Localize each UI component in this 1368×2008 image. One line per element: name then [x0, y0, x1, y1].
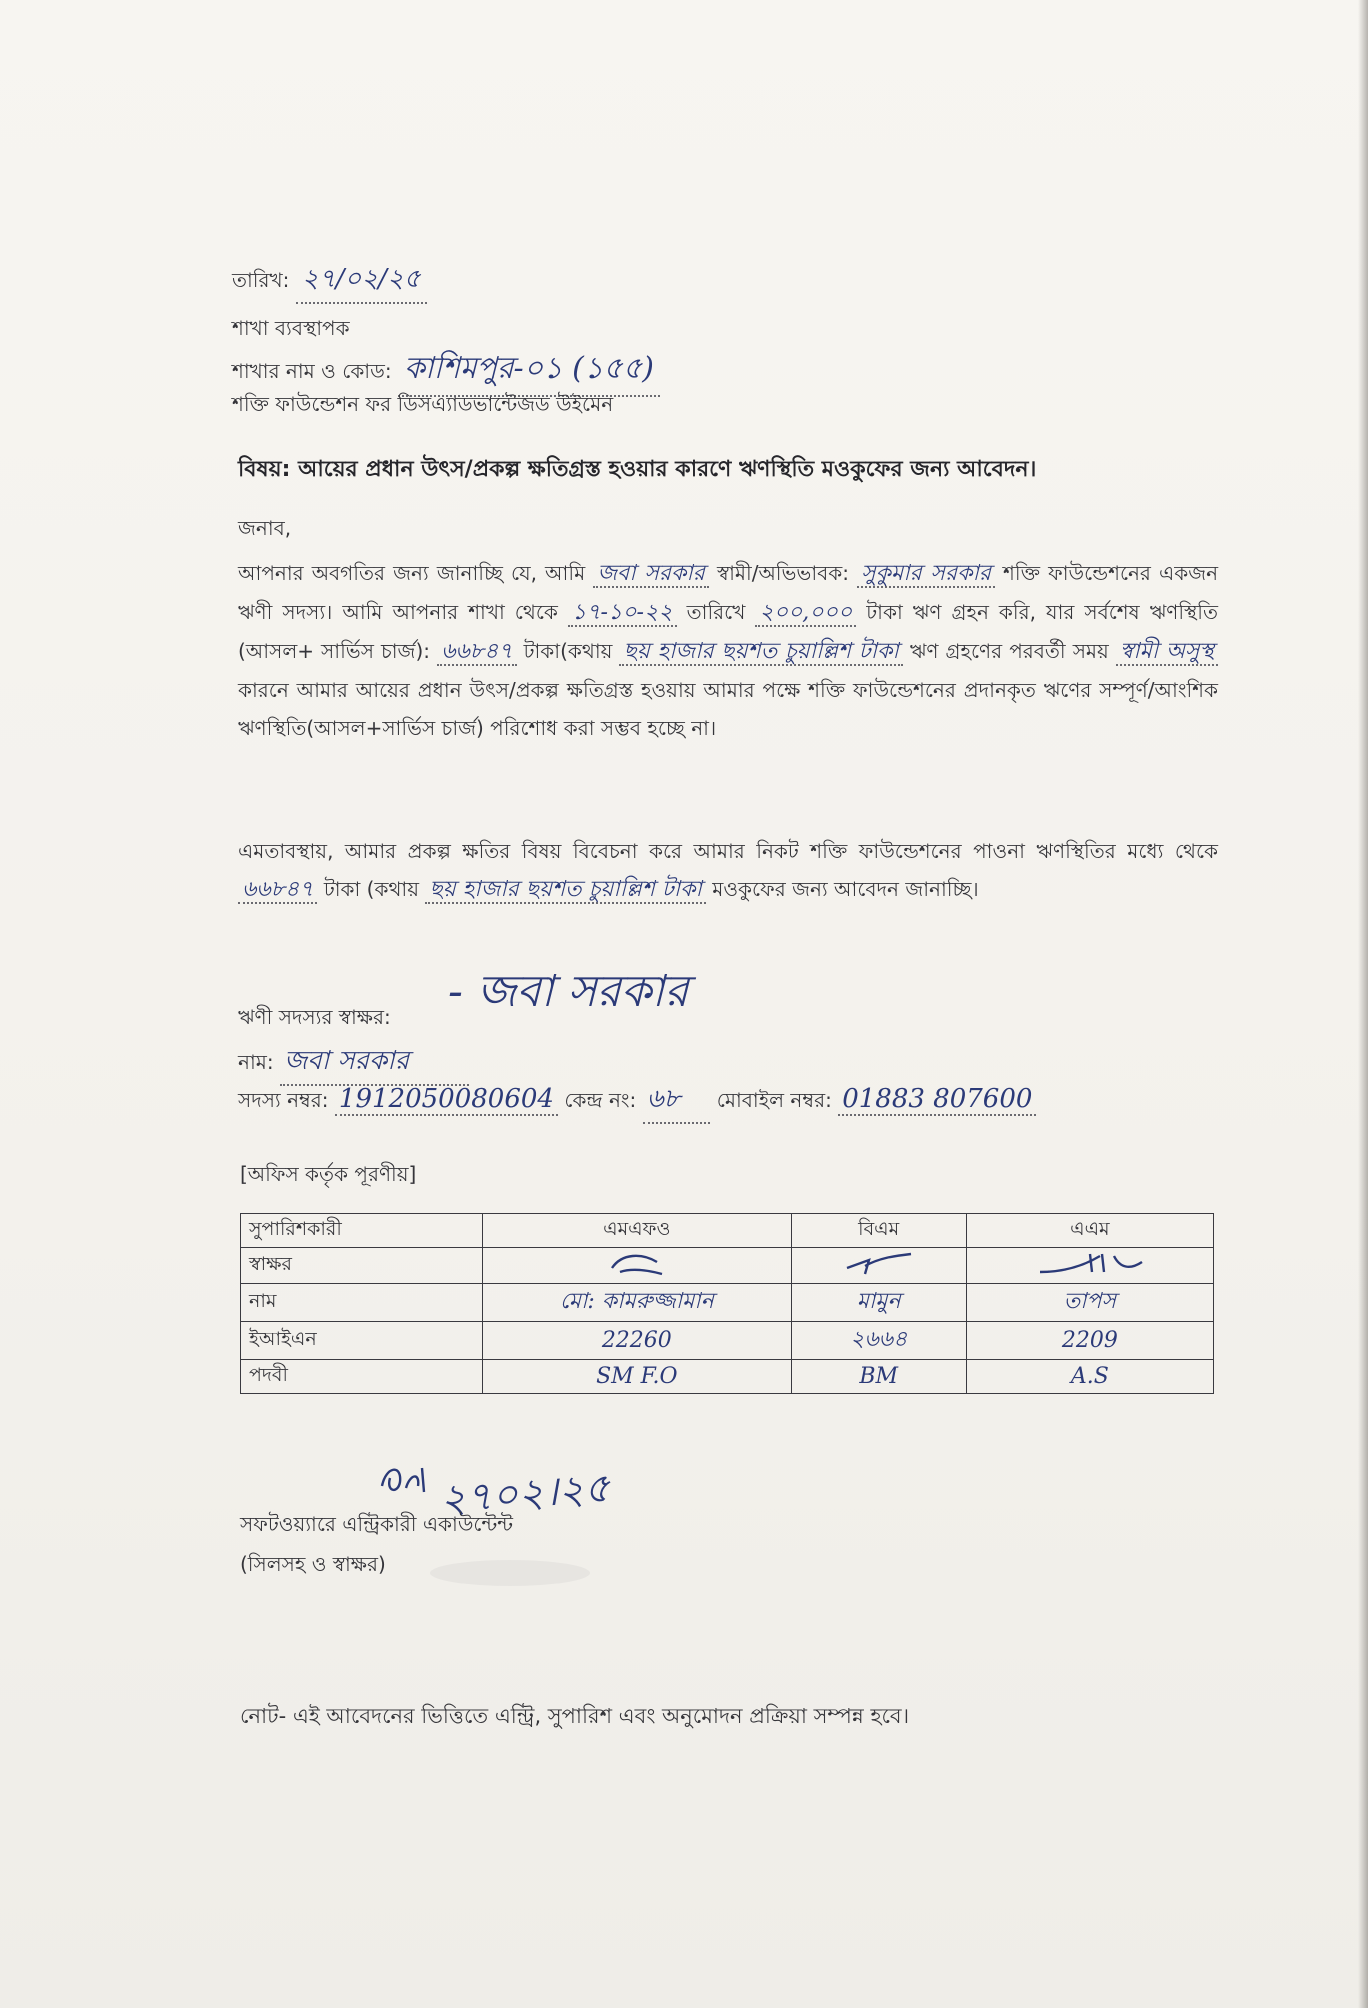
branch-value: কাশিমপুর-০১ (১৫৫): [398, 344, 660, 397]
office-row-name: [241, 1284, 1214, 1322]
p1-text-5: টাকা ঋণ গ্রহন করি, যার সর্বশেষ ঋণস্থিতি (আসল+ সার্ভিস চার্জ):: [238, 600, 1219, 663]
row-label-ein: ইআইএন: [241, 1322, 483, 1360]
office-header-row: [241, 1214, 1214, 1248]
reason-field: স্বামী অসুস্থ: [1116, 639, 1218, 666]
am-signature-scrawl: [1030, 1248, 1150, 1278]
member-info-line: [238, 1078, 1036, 1124]
accountant-date-scrawl: ২৭০২।২৫: [438, 1465, 612, 1523]
mfo-designation: SM F.O: [483, 1360, 792, 1394]
p2-text-3: মওকুফের জন্য আবেদন জানাচ্ছি।: [712, 877, 979, 901]
row-label-signature: স্বাক্ষর: [241, 1248, 483, 1284]
p1-text-6: টাকা(কথায়: [523, 639, 613, 663]
row-label-designation: পদবী: [241, 1360, 483, 1394]
subject-line: বিষয়: আয়ের প্রধান উৎস/প্রকল্প ক্ষতিগ্রস্ত হওয়ার কারণে ঋণস্থিতি মওকুফের জন্য আবেদন।: [238, 457, 1037, 482]
date-line: [232, 258, 427, 304]
p1-text-3: শক্তি ফাউন্ডেশনের একজন ঋণী সদস্য। আমি আপনার শাখা থেকে: [238, 561, 1219, 624]
office-row-signature: [241, 1248, 1214, 1284]
center-value: ৬৮: [643, 1078, 711, 1124]
mobile-value: 01883 807600: [838, 1084, 1036, 1116]
accountant-role: সফটওয়্যারে এন্ট্রিকারী একাউন্টেন্ট: [240, 1512, 513, 1536]
am-ein: 2209: [966, 1322, 1213, 1360]
name-value: জবা সরকার: [280, 1040, 469, 1086]
organization-name: শক্তি ফাউন্ডেশন ফর ডিসএ্যাডভান্টেজড উইমেন: [232, 392, 614, 416]
bm-signature-scrawl: [839, 1248, 919, 1278]
mfo-signature: [483, 1248, 792, 1284]
header-cell-recommender: সুপারিশকারী: [241, 1214, 483, 1248]
p2-text-2: টাকা (কথায়: [323, 877, 420, 901]
mobile-label: মোবাইল নম্বর:: [716, 1088, 832, 1112]
p1-text-2: স্বামী/অভিভাবক:: [716, 561, 849, 585]
header-cell-bm: বিএম: [791, 1214, 966, 1248]
salutation: জনাব,: [238, 516, 292, 540]
accountant-initials-scrawl: [376, 1456, 436, 1500]
bm-ein: ২৬৬৪: [791, 1322, 966, 1360]
body-paragraph-2: [238, 832, 1218, 909]
date-label: তারিখ:: [232, 268, 290, 292]
office-row-ein: [241, 1322, 1214, 1360]
balance-field: ৬৬৮৪৭: [437, 639, 516, 666]
am-name: তাপস: [966, 1284, 1213, 1322]
mfo-ein: 22260: [483, 1322, 792, 1360]
office-table: [240, 1213, 1214, 1394]
loan-date-field: ১৭-১০-২২: [568, 600, 677, 627]
loan-amount-field: ২০০,০০০: [755, 600, 856, 627]
row-label-name: নাম: [241, 1284, 483, 1322]
header-cell-am: এএম: [966, 1214, 1213, 1248]
p1-text-8: কারনে আমার আয়ের প্রধান উৎস/প্রকল্প ক্ষতিগ্রস্ত হওয়ায় আমার পক্ষে শক্তি ফাউন্ডেশনের প্রদানকৃত ঋণের সম্পূর্ণ/আংশিক ঋণস্থিতি(আসল+সার্ভিস চার্জ) পরিশোধ করা সম্ভব হচ্ছে না।: [238, 678, 1218, 740]
balance-words-field: ছয় হাজার ছয়শত চুয়াল্লিশ টাকা: [619, 639, 902, 666]
waive-amount-field: ৬৬৮৪৭: [238, 877, 317, 904]
accountant-note: (সিলসহ ও স্বাক্ষর): [240, 1552, 386, 1576]
p1-text-4: তারিখে: [686, 600, 746, 624]
office-row-designation: [241, 1360, 1214, 1394]
member-signature: - জবা সরকার: [448, 966, 689, 1017]
member-name-field: জবা সরকার: [593, 561, 709, 588]
recipient-title: শাখা ব্যবস্থাপক: [232, 316, 350, 340]
member-no-label: সদস্য নম্বর:: [238, 1088, 329, 1112]
footer-note: নোট- এই আবেদনের ভিত্তিতে এন্ট্রি, সুপারিশ এবং অনুমোদন প্রক্রিয়া সম্পন্ন হবে।: [240, 1704, 910, 1728]
faded-smudge: [430, 1560, 590, 1586]
page-edge-shadow: [1358, 0, 1368, 2008]
p2-text-1: এমতাবস্থায়, আমার প্রকল্প ক্ষতির বিষয় বিবেচনা করে আমার নিকট শক্তি ফাউন্ডেশনের পাওনা ঋণস্থিতির মধ্যে থেকে: [238, 839, 1218, 863]
waive-words-field: ছয় হাজার ছয়শত চুয়াল্লিশ টাকা: [425, 877, 706, 904]
bm-designation: BM: [791, 1360, 966, 1394]
bm-signature: [791, 1248, 966, 1284]
center-label: কেন্দ্র নং:: [564, 1088, 637, 1112]
bm-name: মামুন: [791, 1284, 966, 1322]
guardian-name-field: সুকুমার সরকার: [857, 561, 995, 588]
accountant-initials: [376, 1456, 436, 1504]
branch-label: শাখার নাম ও কোড:: [232, 359, 392, 383]
mfo-name: মো: কামরুজ্জামান: [483, 1284, 792, 1322]
name-label: নাম:: [238, 1050, 274, 1074]
member-no-value: 1912050080604: [335, 1084, 558, 1116]
am-designation: A.S: [966, 1360, 1213, 1394]
signature-label: ঋণী সদস্যর স্বাক্ষর:: [238, 1005, 391, 1029]
header-cell-mfo: এমএফও: [483, 1214, 792, 1248]
p1-text-7: ঋণ গ্রহণের পরবর্তী সময়: [909, 639, 1109, 663]
body-paragraph-1: [238, 554, 1218, 747]
mfo-signature-scrawl: [602, 1248, 672, 1278]
office-caption: [অফিস কর্তৃক পূরণীয়]: [240, 1162, 417, 1186]
p1-text-1: আপনার অবগতির জন্য জানাচ্ছি যে, আমি: [238, 561, 586, 585]
date-value: ২৭/০২/২৫: [296, 258, 427, 304]
am-signature: [966, 1248, 1213, 1284]
